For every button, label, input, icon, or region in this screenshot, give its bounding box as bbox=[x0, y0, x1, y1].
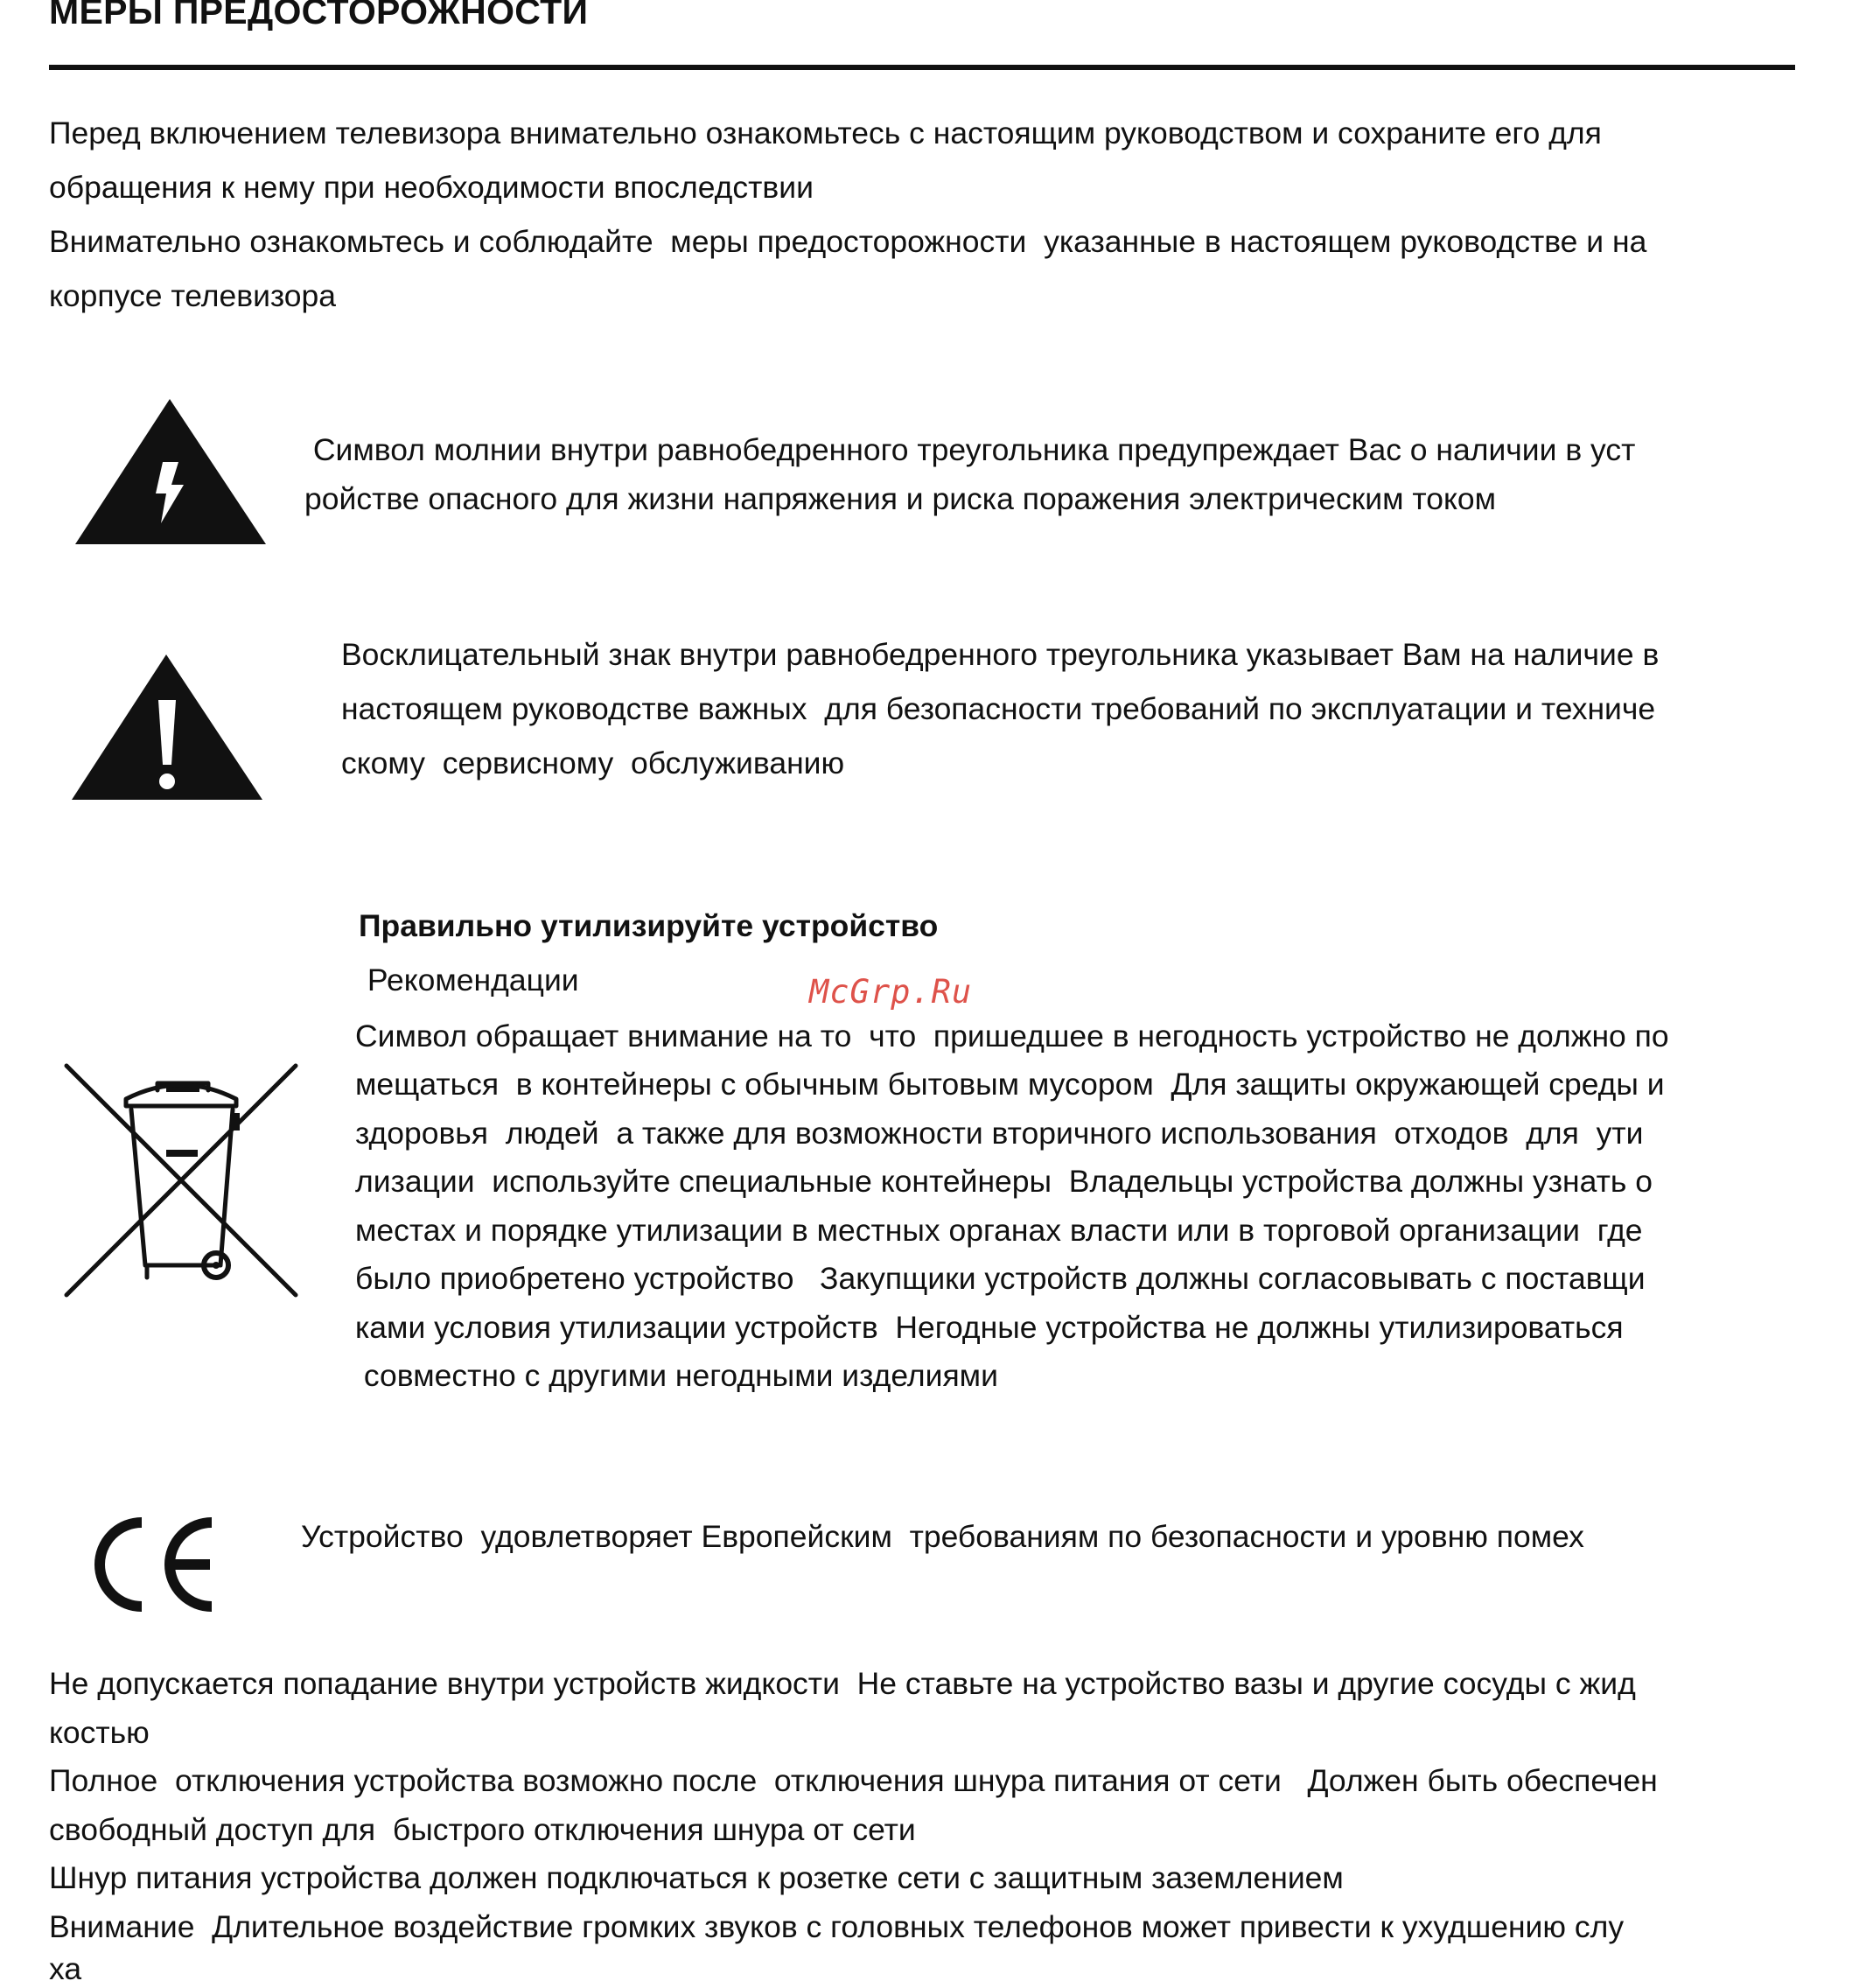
disposal-heading: Правильно утилизируйте устройство bbox=[359, 908, 939, 943]
crossed-bin-icon bbox=[63, 1062, 299, 1298]
note-line: Внимание Длительное воздействие громких звуков с головных телефонов может привести к ухудшению слу bbox=[49, 1909, 1625, 1944]
note-line: ха bbox=[49, 1951, 82, 1986]
disposal-text-line: Символ обращает внимание на то что пришедшее в негодность устройство не должно по bbox=[355, 1018, 1669, 1054]
lightning-text-line: ройстве опасного для жизни напряжения и риска поражения электрическим током bbox=[304, 481, 1497, 516]
page-title: МЕРЫ ПРЕДОСТОРОЖНОСТИ bbox=[49, 0, 589, 32]
intro-line: корпусе телевизора bbox=[49, 278, 337, 313]
ce-text: Устройство удовлетворяет Европейским требованиям по безопасности и уровню помех bbox=[301, 1519, 1584, 1554]
exclamation-warning-icon bbox=[72, 654, 264, 802]
note-line: костью bbox=[49, 1715, 150, 1750]
disposal-text-line: лизации используйте специальные контейнеры Владельцы устройства должны узнать о bbox=[355, 1164, 1653, 1199]
exclamation-text-line: настоящем руководстве важных для безопасности требований по эксплуатации и техниче bbox=[341, 691, 1656, 726]
disposal-text-line: мещаться в контейнеры с обычным бытовым мусором Для защиты окружающей среды и bbox=[355, 1067, 1665, 1102]
intro-line: Перед включением телевизора внимательно ознакомьтесь с настоящим руководством и сохраните его для bbox=[49, 116, 1602, 150]
disposal-subheading: Рекомендации bbox=[359, 962, 579, 998]
disposal-text-line: ками условия утилизации устройств Негодные устройства не должны утилизироваться bbox=[355, 1310, 1624, 1345]
lightning-text-line: Символ молнии внутри равнобедренного треугольника предупреждает Вас о наличии в уст bbox=[304, 432, 1636, 467]
intro-line: обращения к нему при необходимости впоследствии bbox=[49, 170, 814, 205]
intro-line: Внимательно ознакомьтесь и соблюдайте меры предосторожности указанные в настоящем руководстве и на bbox=[49, 224, 1647, 259]
note-line: Шнур питания устройства должен подключаться к розетке сети с защитным заземлением bbox=[49, 1860, 1344, 1895]
note-line: свободный доступ для быстрого отключения шнура от сети bbox=[49, 1812, 916, 1847]
disposal-text-line: совместно с другими негодными изделиями bbox=[355, 1358, 998, 1393]
watermark: McGrp.Ru bbox=[809, 973, 973, 1011]
disposal-text-line: здоровья людей а также для возможности вторичного использования отходов для ути bbox=[355, 1116, 1644, 1151]
exclamation-text-line: Восклицательный знак внутри равнобедренного треугольника указывает Вам на наличие в bbox=[341, 637, 1660, 672]
exclamation-text-line: скому сервисному обслуживанию bbox=[341, 746, 845, 780]
note-line: Не допускается попадание внутри устройств жидкости Не ставьте на устройство вазы и другие сосуды с жид bbox=[49, 1666, 1636, 1701]
disposal-text-line: было приобретено устройство Закупщики устройств должны согласовывать с поставщи bbox=[355, 1261, 1646, 1296]
title-underline bbox=[49, 65, 1795, 70]
disposal-text-line: местах и порядке утилизации в местных органах власти или в торговой организации где bbox=[355, 1213, 1643, 1248]
note-line: Полное отключения устройства возможно после отключения шнура питания от сети Должен быть обеспечен bbox=[49, 1763, 1658, 1798]
lightning-warning-icon bbox=[75, 399, 268, 546]
ce-mark-icon bbox=[87, 1514, 220, 1615]
